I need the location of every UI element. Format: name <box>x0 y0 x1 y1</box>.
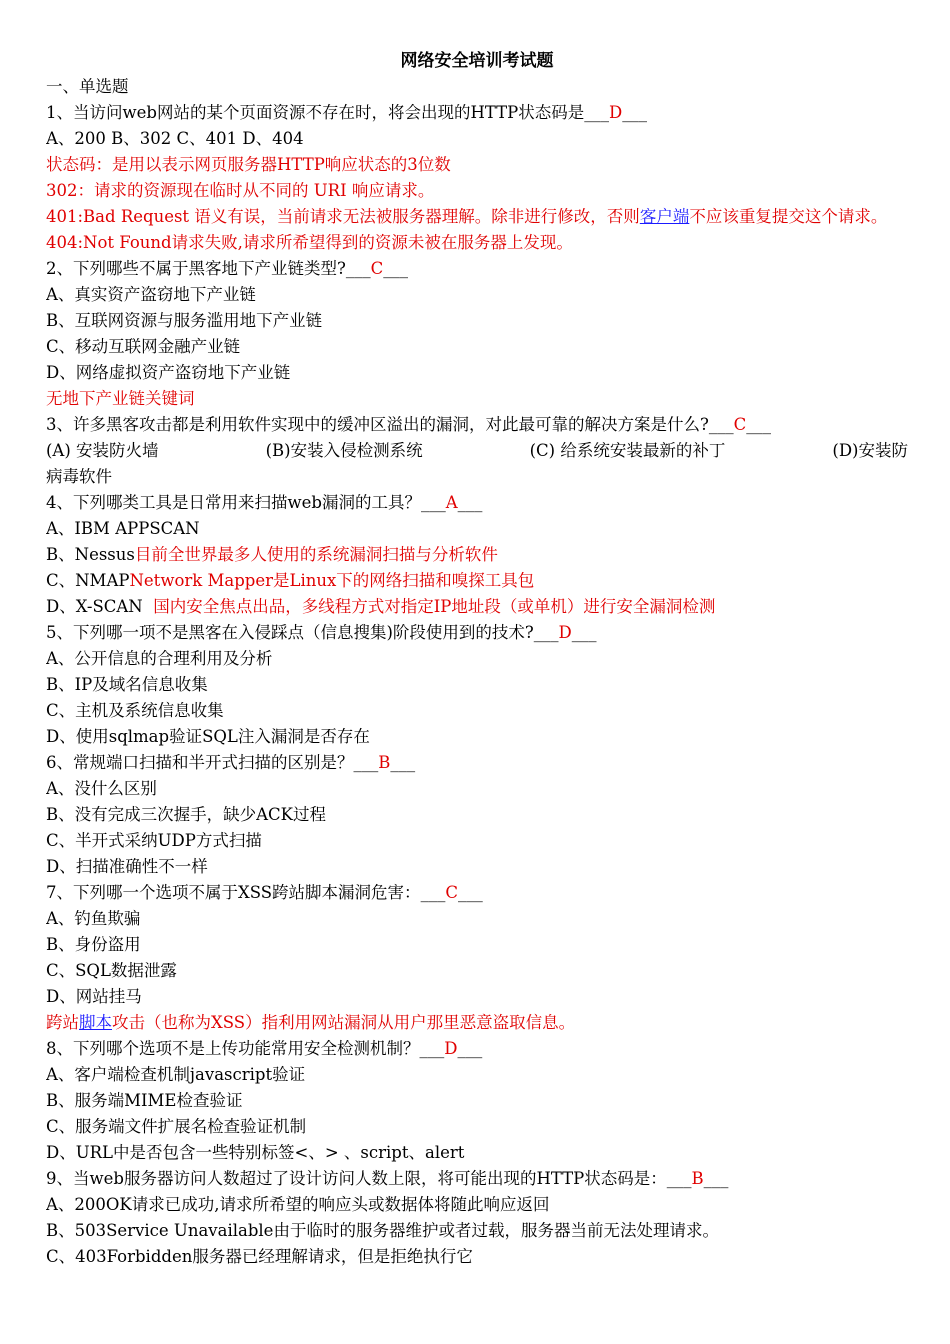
q7-option-d: D、网站挂马 <box>46 987 142 1006</box>
q9-option-c: C、403Forbidden服务器已经理解请求，但是拒绝执行它 <box>46 1247 473 1266</box>
q7-option-c: C、SQL数据泄露 <box>46 961 177 980</box>
question-5: 5、下列哪一项不是黑客在入侵踩点（信息搜集)阶段使用到的技术?___D___ <box>46 623 597 642</box>
q2-option-c: C、移动互联网金融产业链 <box>46 337 241 356</box>
q2-option-a: A、真实资产盗窃地下产业链 <box>46 285 256 304</box>
section-heading: 一、单选题 <box>46 77 129 96</box>
q6-option-a: A、没什么区别 <box>46 779 157 798</box>
q7-option-b: B、身份盗用 <box>46 935 141 954</box>
question-4: 4、下列哪类工具是日常用来扫描web漏洞的工具？___A___ <box>46 493 483 512</box>
question-1: 1、当访问web网站的某个页面资源不存在时，将会出现的HTTP状态码是___D___ <box>46 103 647 122</box>
q1-note-404: 404:Not Found请求失败,请求所希望得到的资源未被在服务器上发现。 <box>46 233 573 252</box>
answer-3: C <box>733 415 747 434</box>
q7-option-a: A、钓鱼欺骗 <box>46 909 141 928</box>
q8-option-a: A、客户端检查机制javascript验证 <box>46 1065 306 1084</box>
question-2: 2、下列哪些不属于黑客地下产业链类型?___C___ <box>46 259 408 278</box>
q8-option-c: C、服务端文件扩展名检查验证机制 <box>46 1117 307 1136</box>
q6-option-d: D、扫描准确性不一样 <box>46 857 208 876</box>
q6-option-c: C、半开式采纳UDP方式扫描 <box>46 831 262 850</box>
question-8: 8、下列哪个选项不是上传功能常用安全检测机制？___D___ <box>46 1039 483 1058</box>
question-6: 6、常规端口扫描和半开式扫描的区别是？___B___ <box>46 753 416 772</box>
q7-note: 跨站脚本攻击（也称为XSS）指利用网站漏洞从用户那里恶意盗取信息。 <box>46 1013 576 1032</box>
q2-option-b: B、互联网资源与服务滥用地下产业链 <box>46 311 323 330</box>
q8-option-b: B、服务端MIME检查验证 <box>46 1091 243 1110</box>
answer-6: B <box>378 753 391 772</box>
q5-option-c: C、主机及系统信息收集 <box>46 701 224 720</box>
answer-5: D <box>558 623 572 642</box>
q2-note: 无地下产业链关键词 <box>46 389 195 408</box>
q4-option-d: D、X-SCAN 国内安全焦点出品，多线程方式对指定IP地址段（或单机）进行安全漏洞检测 <box>46 597 716 616</box>
q3-option-d: (D)安装防 <box>832 441 908 460</box>
q9-option-b: B、503Service Unavailable由于临时的服务器维护或者过载，服务器当前无法处理请求。 <box>46 1221 719 1240</box>
client-link[interactable]: 客户端 <box>639 207 690 226</box>
q3-options <box>46 438 908 464</box>
q3-option-d-cont: 病毒软件 <box>46 467 112 486</box>
page-title: 网络安全培训考试题 <box>400 51 554 71</box>
q9-option-a: A、200OK请求已成功,请求所希望的响应头或数据体将随此响应返回 <box>46 1195 550 1214</box>
question-3: 3、许多黑客攻击都是利用软件实现中的缓冲区溢出的漏洞，对此最可靠的解决方案是什么?___C___ <box>46 415 771 434</box>
answer-9: B <box>691 1169 704 1188</box>
q5-option-b: B、IP及域名信息收集 <box>46 675 208 694</box>
q1-note-302: 302：请求的资源现在临时从不同的 URI 响应请求。 <box>46 181 435 200</box>
q8-option-d: D、URL中是否包含一些特别标签<、> 、script、alert <box>46 1143 465 1162</box>
q6-option-b: B、没有完成三次握手，缺少ACK过程 <box>46 805 326 824</box>
question-9: 9、当web服务器访问人数超过了设计访问人数上限，将可能出现的HTTP状态码是：___B___ <box>46 1169 729 1188</box>
script-link[interactable]: 脚本 <box>79 1013 112 1032</box>
q3-option-a: (A) 安装防火墙 <box>46 441 159 460</box>
question-7: 7、下列哪一个选项不属于XSS跨站脚本漏洞危害：___C___ <box>46 883 483 902</box>
q1-note-401: 401:Bad Request 语义有误，当前请求无法被服务器理解。除非进行修改，否则客户端不应该重复提交这个请求。 <box>46 207 888 226</box>
q5-option-d: D、使用sqlmap验证SQL注入漏洞是否存在 <box>46 727 370 746</box>
q1-note-statuscode: 状态码：是用以表示网页服务器HTTP响应状态的3位数 <box>46 155 451 174</box>
q4-option-a: A、IBM APPSCAN <box>46 519 200 538</box>
q2-option-d: D、网络虚拟资产盗窃地下产业链 <box>46 363 291 382</box>
q4-option-b: B、Nessus目前全世界最多人使用的系统漏洞扫描与分析软件 <box>46 545 498 564</box>
q5-option-a: A、公开信息的合理利用及分析 <box>46 649 273 668</box>
q4-option-c: C、NMAPNetwork Mapper是Linux下的网络扫描和嗅探工具包 <box>46 571 535 590</box>
exam-document <box>46 48 908 1270</box>
q4-option-d-note: 国内安全焦点出品，多线程方式对指定IP地址段（或单机）进行安全漏洞检测 <box>153 597 716 616</box>
q3-option-c: (C) 给系统安装最新的补丁 <box>529 441 726 460</box>
answer-7: C <box>445 883 458 902</box>
answer-8: D <box>444 1039 458 1058</box>
q1-options: A、200 B、302 C、401 D、404 <box>46 129 304 148</box>
q4-option-c-note: Network Mapper是Linux下的网络扫描和嗅探工具包 <box>129 571 535 590</box>
q4-option-b-note: 目前全世界最多人使用的系统漏洞扫描与分析软件 <box>134 545 498 564</box>
q3-option-b: (B)安装入侵检测系统 <box>265 441 423 460</box>
answer-1: D <box>609 103 623 122</box>
answer-4: A <box>445 493 458 512</box>
answer-2: C <box>370 259 384 278</box>
